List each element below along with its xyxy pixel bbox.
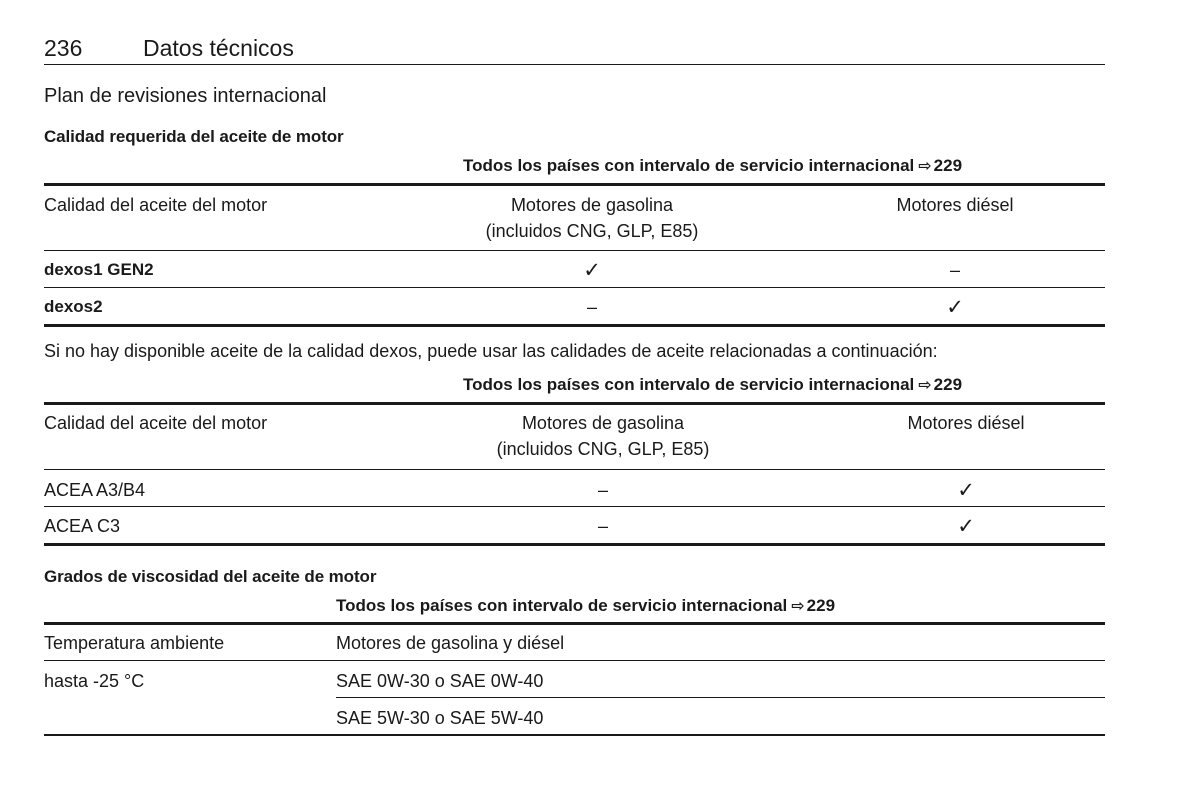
- table3-grade-2: SAE 5W-30 o SAE 5W-40: [336, 708, 544, 728]
- table1-row2-gasoline: –: [586, 297, 597, 317]
- table3-group-header: Todos los países con intervalo de servicio internacional ⇨ 229: [336, 596, 836, 615]
- page-number: 236: [44, 35, 83, 61]
- table1-group-header: Todos los países con intervalo de servicio internacional ⇨ 229: [463, 156, 963, 175]
- table1-row1-diesel: –: [949, 260, 960, 280]
- checkmark-icon: ✓: [946, 296, 964, 319]
- table2-group-header: Todos los países con intervalo de servicio internacional ⇨ 229: [463, 375, 963, 394]
- section-title: Plan de revisiones internacional: [44, 85, 327, 107]
- table3-temp-value: hasta -25 °C: [44, 671, 145, 691]
- table2-row-rule: [44, 506, 1105, 507]
- checkmark-icon: ✓: [583, 259, 601, 282]
- dexos-note: Si no hay disponible aceite de la calidad dexos, puede usar las calidades de aceite relacionadas a continuación:: [44, 341, 938, 361]
- reference-arrow-icon[interactable]: ⇨: [791, 598, 805, 615]
- checkmark-icon: ✓: [957, 515, 975, 538]
- table1-bottom-rule: [44, 324, 1105, 327]
- table1-row1-name: dexos1 GEN2: [44, 260, 154, 279]
- table2-bottom-rule: [44, 543, 1105, 546]
- table1-row-rule: [44, 287, 1105, 288]
- table1-col-quality: Calidad del aceite del motor: [44, 195, 268, 215]
- table3-header-rule: [44, 660, 1105, 661]
- viscosity-heading: Grados de viscosidad del aceite de motor: [44, 567, 377, 586]
- table1-top-rule: [44, 183, 1105, 186]
- table2-row2-name: ACEA C3: [44, 516, 121, 536]
- table3-grade-1: SAE 0W-30 o SAE 0W-40: [336, 671, 544, 691]
- header-rule: [44, 64, 1105, 65]
- table2-top-rule: [44, 402, 1105, 405]
- table2-col-diesel: Motores diésel: [907, 413, 1025, 433]
- table2-row1-name: ACEA A3/B4: [44, 480, 146, 500]
- table2-row1-gasoline: –: [597, 480, 608, 500]
- table2-header-rule: [44, 469, 1105, 470]
- table2-row2-gasoline: –: [597, 516, 608, 536]
- oil-quality-heading: Calidad requerida del aceite de motor: [44, 127, 344, 146]
- table1-page-ref[interactable]: 229: [933, 156, 963, 175]
- table2-page-ref[interactable]: 229: [933, 375, 963, 394]
- checkmark-icon: ✓: [957, 479, 975, 502]
- reference-arrow-icon[interactable]: ⇨: [918, 158, 932, 175]
- table3-top-rule: [44, 622, 1105, 625]
- table2-col-gasoline: Motores de gasolina (incluidos CNG, GLP, E85): [496, 413, 710, 459]
- table3-col-temp: Temperatura ambiente: [44, 633, 225, 653]
- table3-inner-rule: [336, 697, 1105, 698]
- reference-arrow-icon[interactable]: ⇨: [918, 377, 932, 394]
- table3-page-ref[interactable]: 229: [806, 596, 836, 615]
- table1-row2-name: dexos2: [44, 297, 103, 316]
- table1-header-rule: [44, 250, 1105, 251]
- running-title: Datos técnicos: [143, 35, 294, 61]
- table3-bottom-rule: [44, 734, 1105, 736]
- table1-col-gasoline: Motores de gasolina (incluidos CNG, GLP, E85): [485, 195, 699, 241]
- table3-col-engines: Motores de gasolina y diésel: [336, 633, 565, 653]
- table1-col-diesel: Motores diésel: [896, 195, 1014, 215]
- table2-col-quality: Calidad del aceite del motor: [44, 413, 268, 433]
